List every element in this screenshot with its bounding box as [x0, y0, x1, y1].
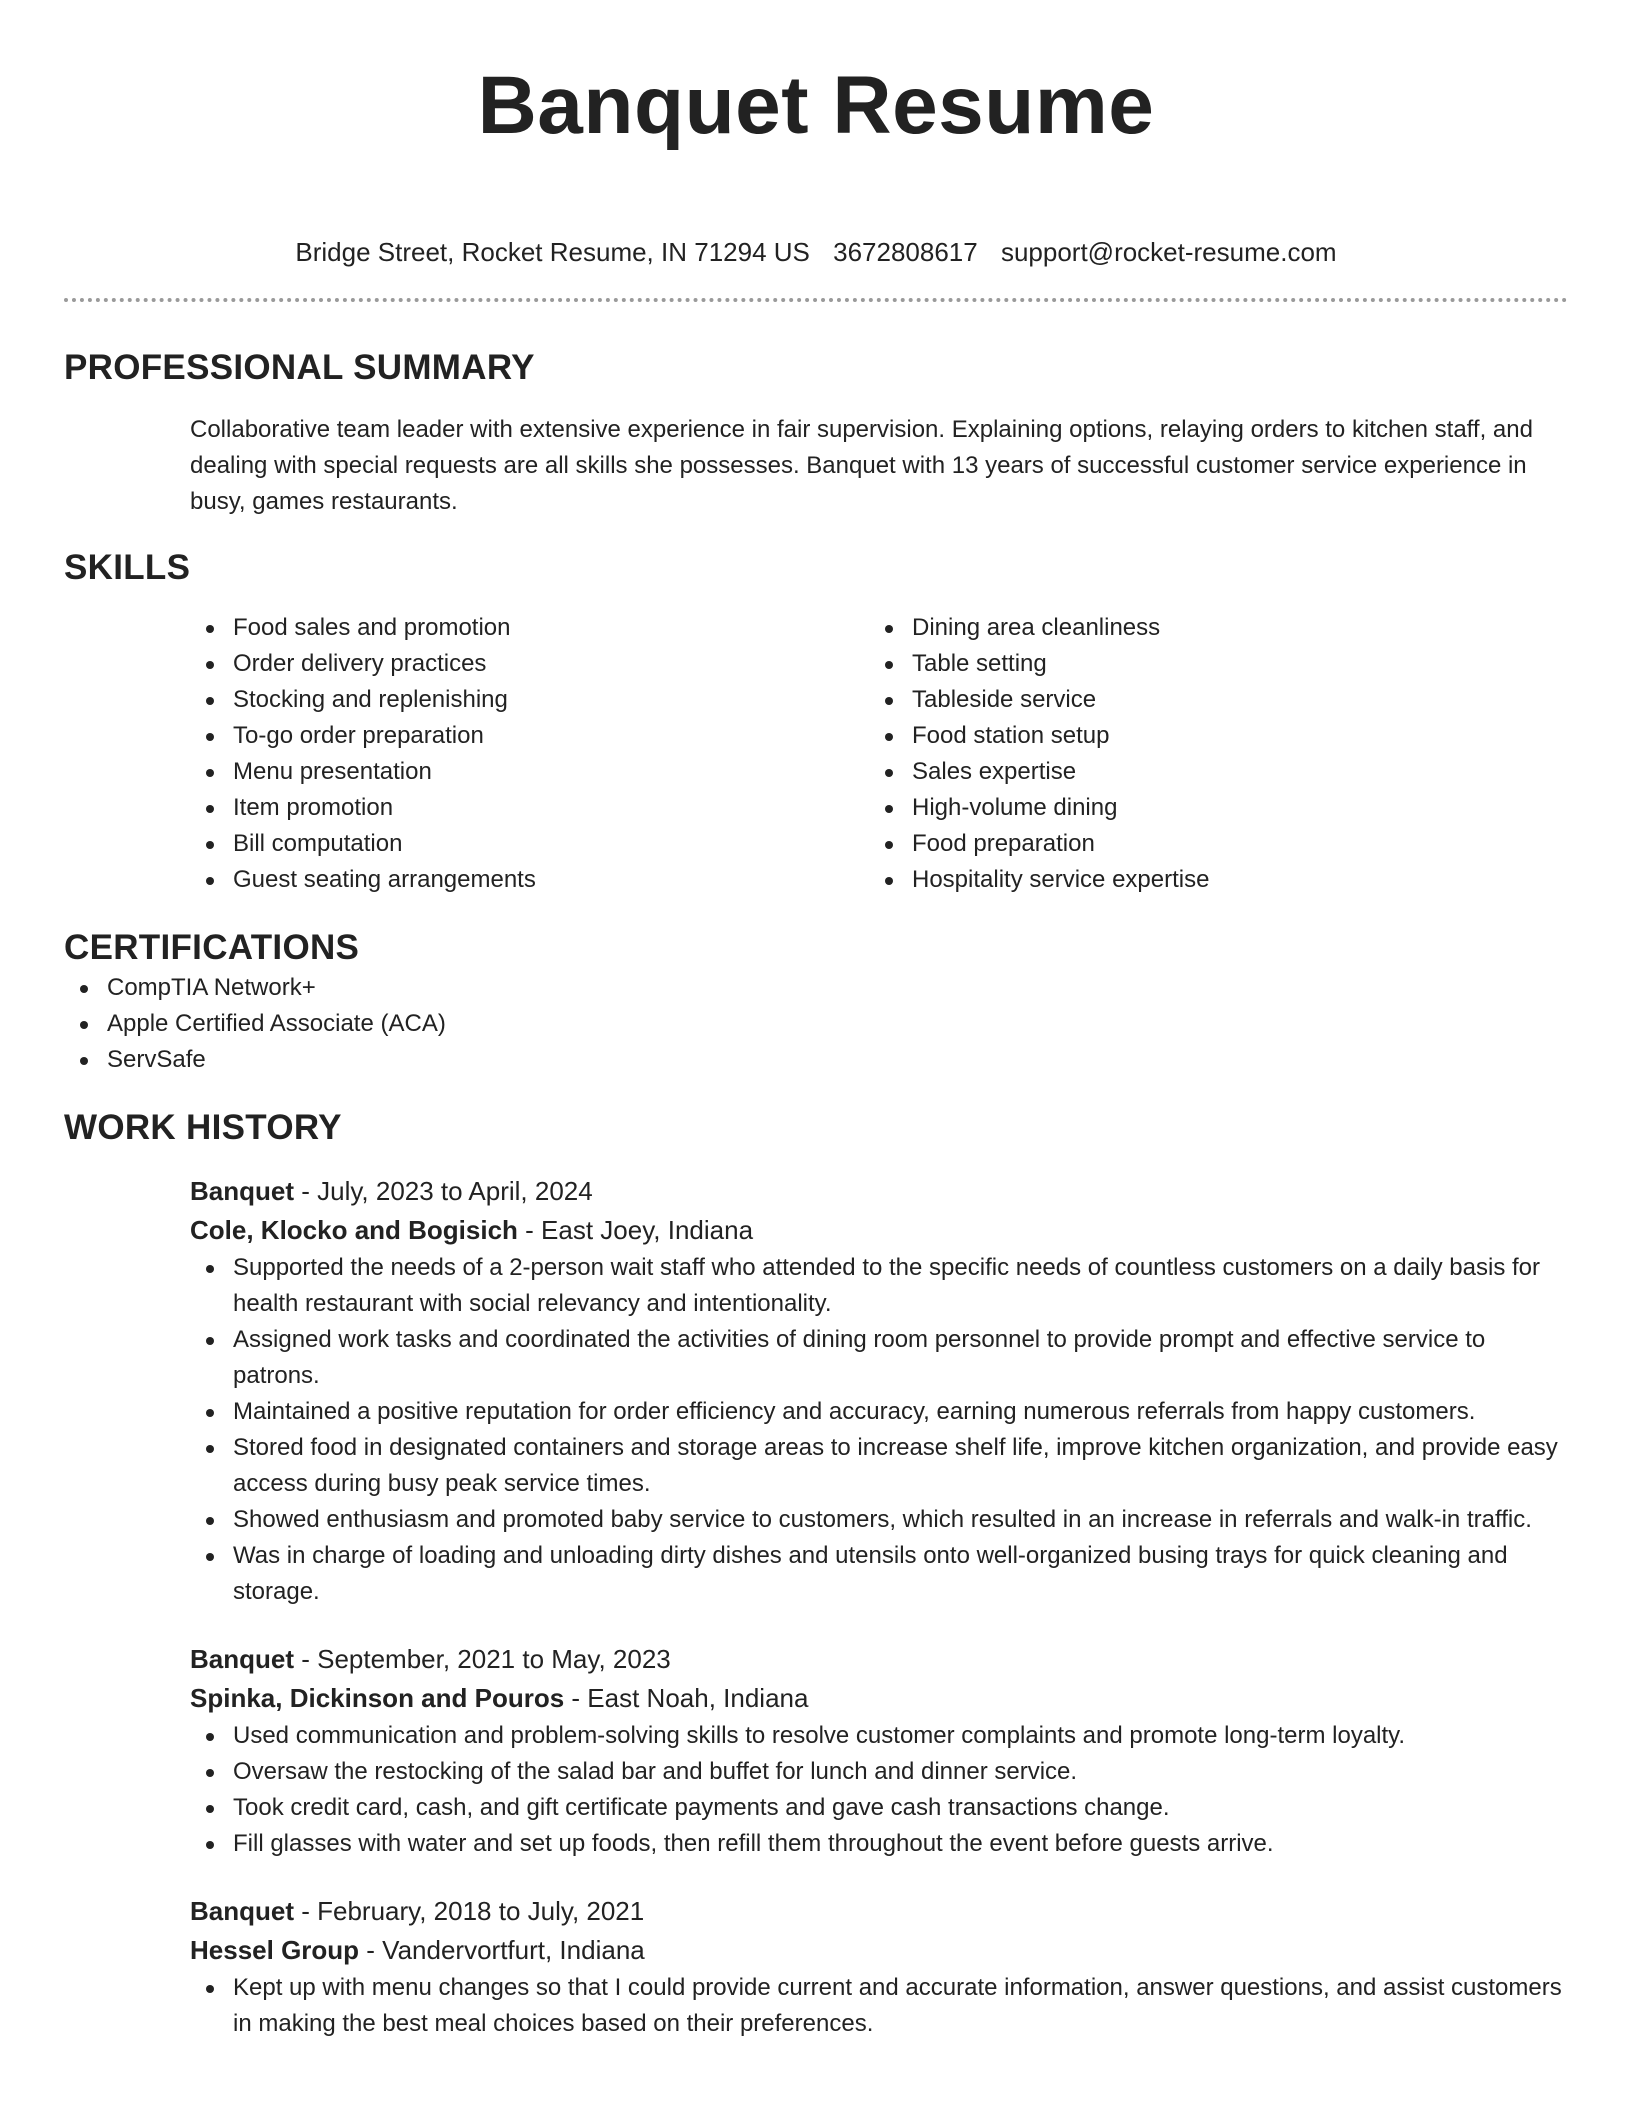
- job-bullet: Fill glasses with water and set up foods, then refill them throughout the event before guests arrive.: [190, 1826, 1568, 1862]
- skill-item: To-go order preparation: [190, 718, 869, 754]
- job-entry: [190, 1892, 1568, 2042]
- job-company: Hessel Group: [190, 1935, 360, 1965]
- skill-item: Food sales and promotion: [190, 610, 869, 646]
- contact-email: support@rocket-resume.com: [1000, 237, 1337, 267]
- job-entry: [190, 1640, 1568, 1862]
- job-bullets: [190, 1970, 1568, 2042]
- certification-item: Apple Certified Associate (ACA): [64, 1006, 1568, 1042]
- skill-item: Stocking and replenishing: [190, 682, 869, 718]
- skill-item: Bill computation: [190, 826, 869, 862]
- job-bullets: [190, 1718, 1568, 1862]
- certifications-list: [64, 970, 1568, 1078]
- job-bullet: Was in charge of loading and unloading dirty dishes and utensils onto well-organized busing trays for quick cleaning and storage.: [190, 1538, 1568, 1610]
- job-bullet: Stored food in designated containers and storage areas to increase shelf life, improve kitchen organization, and provide easy access during busy peak service times.: [190, 1430, 1568, 1502]
- contact-phone: 3672808617: [833, 237, 978, 267]
- skill-item: Food preparation: [869, 826, 1548, 862]
- job-role: Banquet: [190, 1896, 294, 1926]
- job-role: Banquet: [190, 1176, 294, 1206]
- skill-item: Hospitality service expertise: [869, 862, 1548, 898]
- job-location: - East Noah, Indiana: [564, 1683, 809, 1713]
- contact-line: [64, 234, 1568, 270]
- skill-item: Item promotion: [190, 790, 869, 826]
- skill-item: Tableside service: [869, 682, 1548, 718]
- job-role-line: [190, 1640, 1568, 1679]
- header-divider: [64, 298, 1568, 302]
- skill-item: Sales expertise: [869, 754, 1548, 790]
- job-company: Cole, Klocko and Bogisich: [190, 1215, 518, 1245]
- job-bullets: [190, 1250, 1568, 1610]
- job-dates: - September, 2021 to May, 2023: [294, 1644, 671, 1674]
- skills-column-right: [869, 610, 1548, 898]
- certification-item: CompTIA Network+: [64, 970, 1568, 1006]
- skills-list-left: [190, 610, 869, 898]
- skill-item: Menu presentation: [190, 754, 869, 790]
- job-dates: - February, 2018 to July, 2021: [294, 1896, 645, 1926]
- job-dates: - July, 2023 to April, 2024: [294, 1176, 593, 1206]
- job-bullet: Maintained a positive reputation for order efficiency and accuracy, earning numerous referrals from happy customers.: [190, 1394, 1568, 1430]
- skill-item: Guest seating arrangements: [190, 862, 869, 898]
- contact-address: Bridge Street, Rocket Resume, IN 71294 US: [295, 237, 810, 267]
- skills-list-right: [869, 610, 1548, 898]
- skill-item: Dining area cleanliness: [869, 610, 1548, 646]
- job-role-line: [190, 1892, 1568, 1931]
- summary-text: Collaborative team leader with extensive experience in fair supervision. Explaining options, relaying orders to kitchen staff, and dealing with special requests are all skills she possesses. Banquet with 13 years of successful customer service experience in busy, games restaurants.: [190, 416, 1533, 515]
- job-entry: [190, 1172, 1568, 1610]
- job-bullet: Assigned work tasks and coordinated the activities of dining room personnel to provide prompt and effective service to patrons.: [190, 1322, 1568, 1394]
- job-role-line: [190, 1172, 1568, 1211]
- job-bullet: Showed enthusiasm and promoted baby service to customers, which resulted in an increase in referrals and walk-in traffic.: [190, 1502, 1568, 1538]
- work-history-heading: WORK HISTORY: [64, 1108, 342, 1147]
- job-bullet: Oversaw the restocking of the salad bar and buffet for lunch and dinner service.: [190, 1754, 1568, 1790]
- certification-item: ServSafe: [64, 1042, 1568, 1078]
- skills-heading: SKILLS: [64, 548, 191, 587]
- job-bullet: Took credit card, cash, and gift certificate payments and gave cash transactions change.: [190, 1790, 1568, 1826]
- certifications-heading: CERTIFICATIONS: [64, 928, 360, 967]
- job-bullet: Supported the needs of a 2-person wait staff who attended to the specific needs of countless customers on a daily basis for health restaurant with social relevancy and intentionality.: [190, 1250, 1568, 1322]
- job-company: Spinka, Dickinson and Pouros: [190, 1683, 565, 1713]
- job-company-line: [190, 1211, 1568, 1250]
- skill-item: Food station setup: [869, 718, 1548, 754]
- job-location: - East Joey, Indiana: [517, 1215, 754, 1245]
- skills-columns: [64, 610, 1568, 898]
- skill-item: Table setting: [869, 646, 1548, 682]
- job-bullet: Used communication and problem-solving skills to resolve customer complaints and promote long-term loyalty.: [190, 1718, 1568, 1754]
- job-location: - Vandervortfurt, Indiana: [359, 1935, 645, 1965]
- job-company-line: [190, 1931, 1568, 1970]
- resume-name: Banquet Resume: [477, 60, 1155, 151]
- skill-item: Order delivery practices: [190, 646, 869, 682]
- skill-item: High-volume dining: [869, 790, 1548, 826]
- job-bullet: Kept up with menu changes so that I could provide current and accurate information, answer questions, and assist customers in making the best meal choices based on their preferences.: [190, 1970, 1568, 2042]
- job-role: Banquet: [190, 1644, 294, 1674]
- summary-heading: PROFESSIONAL SUMMARY: [64, 348, 535, 387]
- job-company-line: [190, 1679, 1568, 1718]
- skills-column-left: [190, 610, 869, 898]
